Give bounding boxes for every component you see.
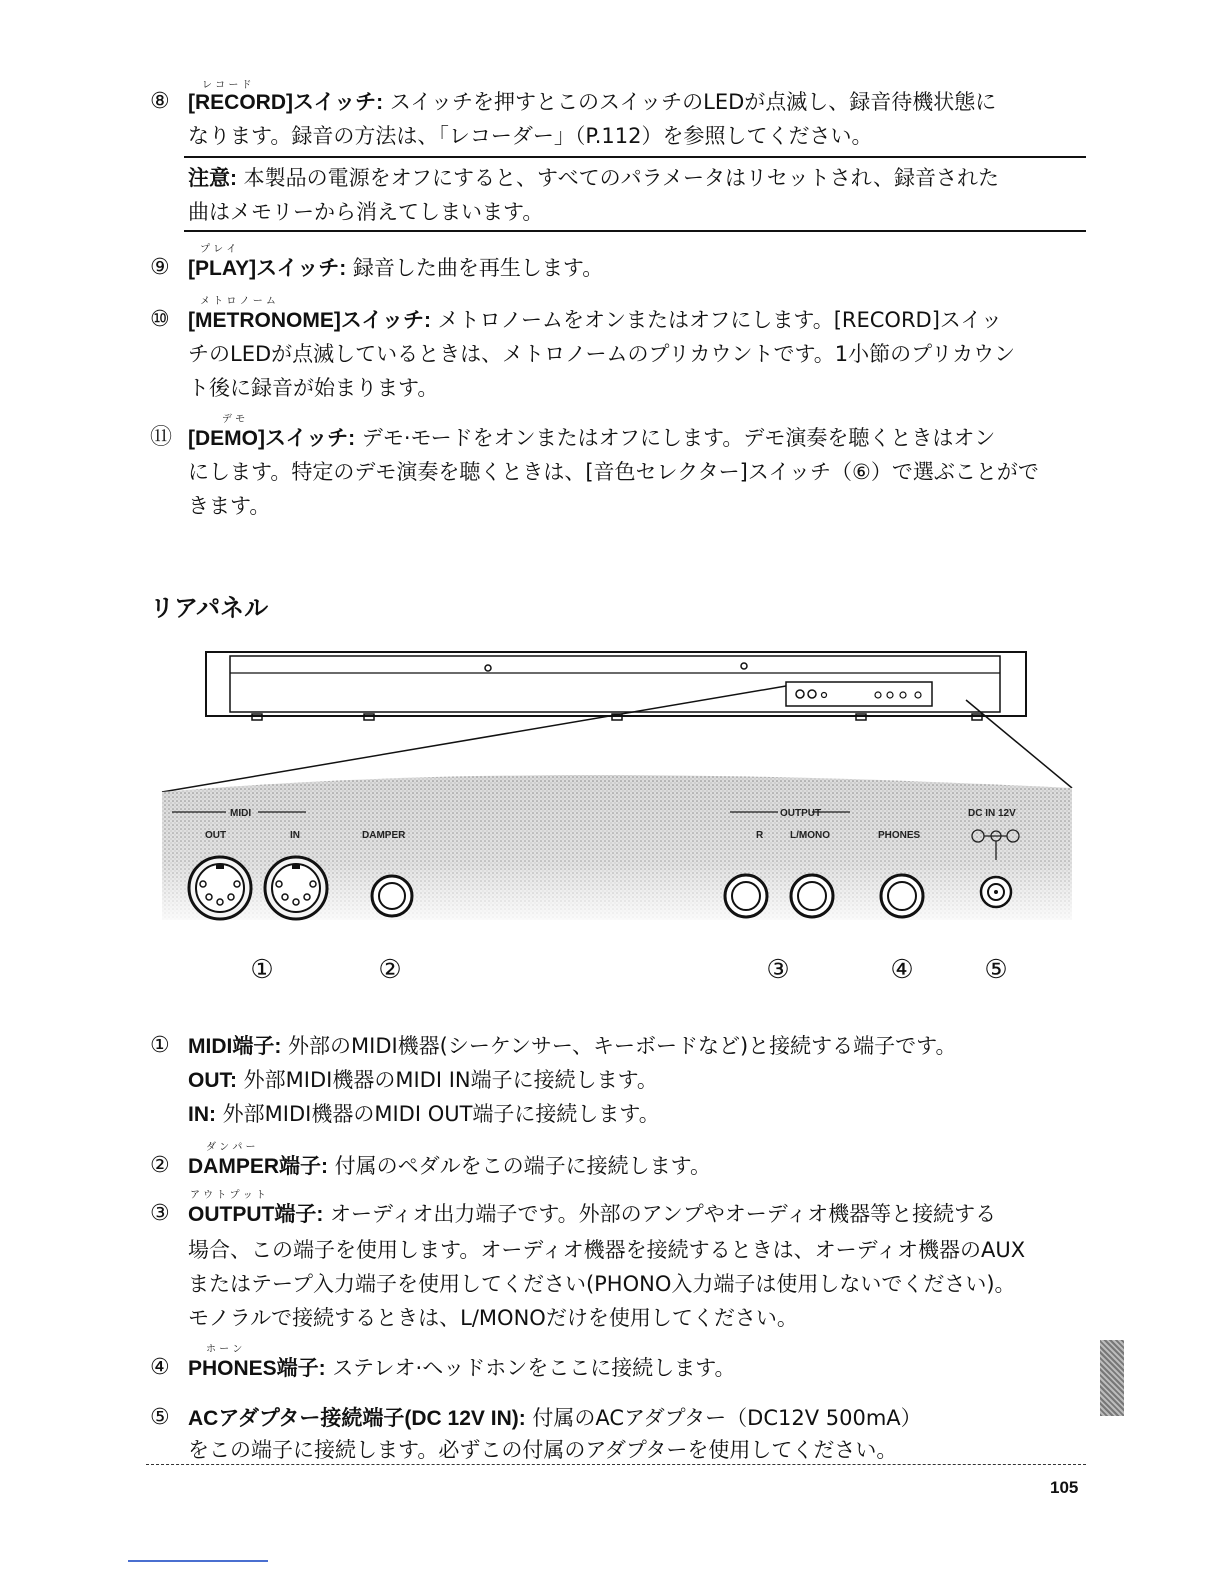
label-phones: PHONES <box>878 830 921 841</box>
ac-adapter-title: ACアダプター接続端子(DC 12V IN): <box>188 1407 526 1430</box>
caution-bottom-rule <box>184 230 1086 232</box>
midi-terminal-desc: 外部のMIDI機器(シーケンサー、キーボードなど)と接続する端子です。 <box>281 1034 957 1058</box>
callout-3: ③ <box>766 954 790 984</box>
metronome-switch-title: [METRONOME]スイッチ: <box>188 309 431 332</box>
label-in: IN <box>290 830 300 841</box>
demo-switch-desc: デモ·モードをオンまたはオフにします。デモ演奏を聴くときはオン <box>355 426 996 450</box>
output-r-jack-icon <box>725 875 767 917</box>
phones-terminal-desc: ステレオ·ヘッドホンをここに接続します。 <box>325 1356 736 1380</box>
play-switch-desc: 録音した曲を再生します。 <box>346 256 604 280</box>
footer-dashed-rule <box>146 1464 1086 1465</box>
demo-switch-title: [DEMO]スイッチ: <box>188 427 356 450</box>
phones-terminal-title: PHONES端子: <box>188 1357 326 1380</box>
piano-body-outline <box>206 652 1026 720</box>
midi-in-connector-icon <box>265 857 327 919</box>
metronome-switch-line2: チのLEDが点滅しているときは、メトロノームのプリカウントです。1小節のプリカウン <box>188 342 1016 366</box>
item-number-11: ⑪ <box>150 425 173 450</box>
page-number: 105 <box>1050 1478 1079 1497</box>
item-number-9: ⑨ <box>150 255 170 280</box>
dc-in-jack-icon <box>981 877 1011 907</box>
damper-terminal-title: DAMPER端子: <box>188 1155 328 1178</box>
item-number-10: ⑩ <box>150 307 170 332</box>
callout-1: ① <box>250 954 274 984</box>
caution-text: 本製品の電源をオフにすると、すべてのパラメータはリセットされ、録音された <box>237 166 1000 190</box>
label-damper: DAMPER <box>362 830 406 841</box>
midi-out-line <box>188 1066 658 1095</box>
item-number-8: ⑧ <box>150 89 170 114</box>
output-terminal-desc: オーディオ出力端子です。外部のアンプやオーディオ機器等と接続する <box>323 1202 997 1226</box>
rear-panel-diagram <box>0 640 1224 990</box>
label-lmono: L/MONO <box>790 830 830 841</box>
callout-5: ⑤ <box>984 954 1008 984</box>
phones-ruby: ホ ー ン <box>206 1344 243 1355</box>
demo-switch-line2: にします。特定のデモ演奏を聴くときは、[音色セレクター]スイッチ（⑥）で選ぶことがで <box>188 460 1039 484</box>
caution-line1 <box>188 164 999 193</box>
ac-adapter-line1 <box>188 1404 922 1433</box>
midi-out-text: 外部MIDI機器のMIDI IN端子に接続します。 <box>237 1068 658 1092</box>
rear-panel-heading: リアパネル <box>150 594 269 622</box>
label-out: OUT <box>205 830 227 841</box>
midi-in-label: IN: <box>188 1103 216 1126</box>
damper-ruby: ダ ン パ ー <box>206 1142 256 1153</box>
metronome-switch-desc: メトロノームをオンまたはオフにします。[RECORD]スイッ <box>430 308 1003 332</box>
play-switch-line1 <box>188 254 603 283</box>
label-output: OUTPUT <box>780 808 822 819</box>
output-terminal-title: OUTPUT端子: <box>188 1203 324 1226</box>
output-ruby: ア ウ ト プ ッ ト <box>190 1190 266 1201</box>
edge-index-tab <box>1100 1340 1124 1416</box>
midi-in-text: 外部MIDI機器のMIDI OUT端子に接続します。 <box>216 1102 660 1126</box>
demo-switch-line3: きます。 <box>188 494 271 518</box>
midi-in-line <box>188 1100 660 1129</box>
output-terminal-line4: モノラルで接続するときは、L/MONOだけを使用してください。 <box>188 1306 798 1330</box>
label-dc: DC IN 12V <box>968 808 1016 819</box>
metronome-ruby: メ ト ロ ノ ー ム <box>200 296 276 307</box>
callout-4: ④ <box>890 954 914 984</box>
item-number-4: ④ <box>150 1355 170 1380</box>
demo-switch-line1 <box>188 424 995 453</box>
record-switch-line2: なります。録音の方法は、「レコーダー」（P.112）を参照してください。 <box>188 124 873 148</box>
item-number-1: ① <box>150 1033 170 1058</box>
midi-terminal-line1 <box>188 1032 957 1061</box>
output-terminal-line2: 場合、この端子を使用します。オーディオ機器を接続するときは、オーディオ機器のAUX <box>188 1238 1026 1262</box>
item-number-5: ⑤ <box>150 1405 170 1430</box>
play-switch-title: [PLAY]スイッチ: <box>188 257 347 280</box>
ac-adapter-line2: をこの端子に接続します。必ずこの付属のアダプターを使用してください。 <box>188 1438 898 1462</box>
phones-terminal-line1 <box>188 1354 736 1383</box>
caution-label: 注意: <box>188 167 237 190</box>
metronome-switch-line1 <box>188 306 1002 335</box>
output-lmono-jack-icon <box>791 875 833 917</box>
record-switch-desc: スイッチを押すとこのスイッチのLEDが点滅し、録音待機状態に <box>383 90 997 114</box>
output-terminal-line1 <box>188 1200 996 1229</box>
damper-jack-icon <box>372 876 412 916</box>
demo-ruby: デ モ <box>222 414 246 425</box>
record-ruby: レ コ ー ド <box>202 80 252 91</box>
midi-out-label: OUT: <box>188 1069 237 1092</box>
phones-jack-icon <box>881 875 923 917</box>
damper-terminal-desc: 付属のペダルをこの端子に接続します。 <box>328 1154 711 1178</box>
midi-terminal-title: MIDI端子: <box>188 1035 282 1058</box>
record-switch-title: [RECORD]スイッチ: <box>188 91 384 114</box>
output-terminal-line3: またはテープ入力端子を使用してください(PHONO入力端子は使用しないでください)。 <box>188 1272 1016 1296</box>
caution-line2: 曲はメモリーから消えてしまいます。 <box>188 200 544 224</box>
metronome-switch-line3: ト後に録音が始まります。 <box>188 376 439 400</box>
midi-out-connector-icon <box>189 857 251 919</box>
record-switch-line1 <box>188 88 996 117</box>
ac-adapter-desc: 付属のACアダプター（DC12V 500mA） <box>525 1406 922 1430</box>
label-midi: MIDI <box>230 808 252 819</box>
caution-top-rule <box>184 156 1086 158</box>
callout-2: ② <box>378 954 402 984</box>
bottom-accent-line <box>128 1560 268 1562</box>
item-number-2: ② <box>150 1153 170 1178</box>
label-r: R <box>756 830 764 841</box>
item-number-3: ③ <box>150 1201 170 1226</box>
damper-terminal-line1 <box>188 1152 711 1181</box>
play-ruby: プ レ イ <box>200 244 237 255</box>
